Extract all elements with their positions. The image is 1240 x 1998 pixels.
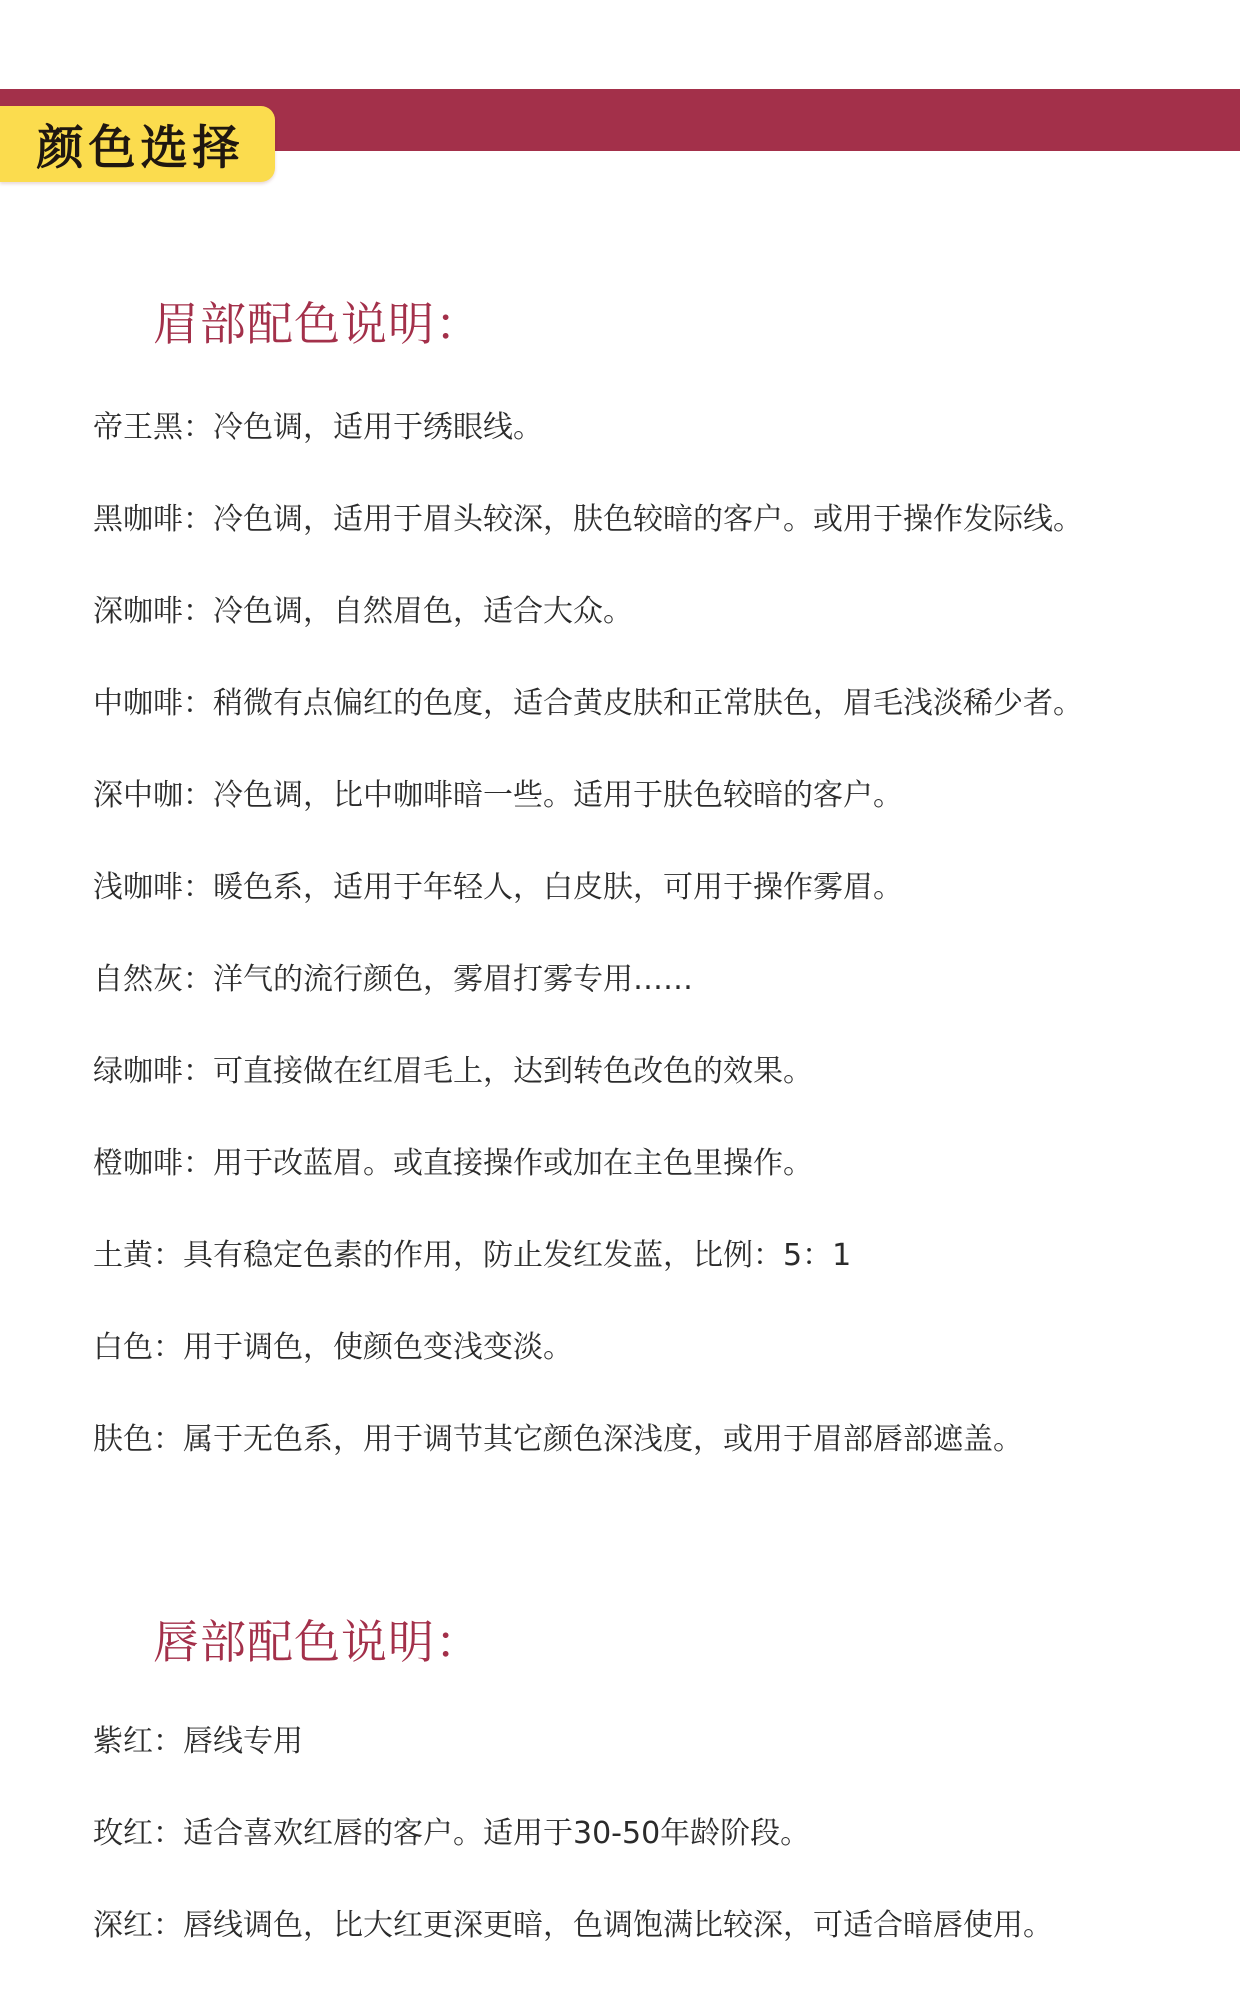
brow-color-item: 肤色：属于无色系，用于调节其它颜色深浅度，或用于眉部唇部遮盖。 bbox=[93, 1422, 1023, 1457]
brow-color-list bbox=[93, 408, 1213, 1512]
brow-color-item: 自然灰：洋气的流行颜色，雾眉打雾专用…… bbox=[93, 962, 693, 997]
brow-color-item: 绿咖啡：可直接做在红眉毛上，达到转色改色的效果。 bbox=[93, 1054, 813, 1089]
brow-color-item: 深中咖：冷色调，比中咖啡暗一些。适用于肤色较暗的客户。 bbox=[93, 778, 903, 813]
brow-color-item: 橙咖啡：用于改蓝眉。或直接操作或加在主色里操作。 bbox=[93, 1146, 813, 1181]
lip-section-title: 唇部配色说明： bbox=[153, 1615, 482, 1669]
lip-color-item: 玫红：适合喜欢红唇的客户。适用于30-50年龄阶段。 bbox=[93, 1816, 811, 1851]
brow-color-item: 帝王黑：冷色调，适用于绣眼线。 bbox=[93, 410, 543, 445]
brow-color-item: 土黄：具有稳定色素的作用，防止发红发蓝，比例：5：1 bbox=[93, 1238, 852, 1273]
brow-color-item: 白色：用于调色，使颜色变浅变淡。 bbox=[93, 1330, 573, 1365]
header-tag bbox=[0, 106, 275, 182]
header-tag-label: 颜色选择 bbox=[36, 120, 245, 176]
brow-color-item: 黑咖啡：冷色调，适用于眉头较深，肤色较暗的客户。或用于操作发际线。 bbox=[93, 502, 1083, 537]
brow-color-item: 深咖啡：冷色调，自然眉色，适合大众。 bbox=[93, 594, 633, 629]
brow-color-item: 浅咖啡：暖色系，适用于年轻人，白皮肤，可用于操作雾眉。 bbox=[93, 870, 903, 905]
lip-color-item: 深红：唇线调色，比大红更深更暗，色调饱满比较深，可适合暗唇使用。 bbox=[93, 1908, 1053, 1943]
brow-section-title: 眉部配色说明： bbox=[153, 297, 482, 351]
brow-color-item: 中咖啡：稍微有点偏红的色度，适合黄皮肤和正常肤色，眉毛浅淡稀少者。 bbox=[93, 686, 1083, 721]
lip-color-item: 紫红：唇线专用 bbox=[93, 1724, 303, 1759]
lip-color-list bbox=[93, 1722, 1213, 1998]
